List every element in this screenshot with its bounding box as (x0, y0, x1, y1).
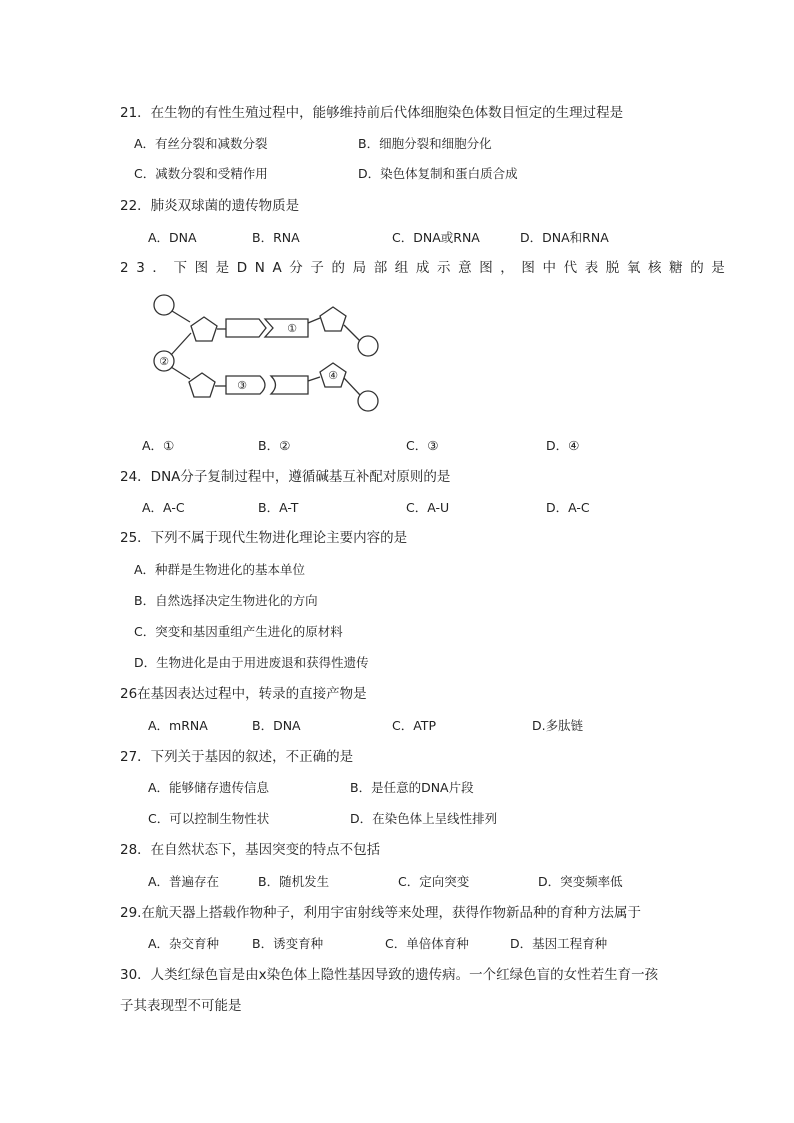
q21-option-a: A．有丝分裂和减数分裂 (134, 136, 268, 151)
q27-option-a: A．能够储存遗传信息 (148, 780, 270, 795)
q26-option-a: A．mRNA (148, 718, 208, 733)
q22-option-b: B．RNA (252, 230, 300, 245)
dna-diagram (140, 285, 390, 415)
q21-option-d: D．染色体复制和蛋白质合成 (358, 166, 518, 181)
q30-stem-line1: 30．人类红绿色盲是由x染色体上隐性基因导致的遗传病。一个红绿色盲的女性若生育一孩 (120, 967, 659, 983)
base-bottom-right (271, 376, 308, 394)
q25-option-c: C．突变和基因重组产生进化的原材料 (134, 624, 343, 639)
q23-option-c: C．③ (406, 438, 439, 453)
q21-option-c: C．减数分裂和受精作用 (134, 166, 268, 181)
label-4: ④ (328, 369, 338, 382)
q21-option-b: B．细胞分裂和细胞分化 (358, 136, 492, 151)
q26-stem: 26在基因表达过程中，转录的直接产物是 (120, 686, 367, 702)
q28-stem: 28．在自然状态下，基因突变的特点不包括 (120, 842, 381, 858)
base-top-left (226, 319, 266, 337)
label-1: ① (287, 322, 297, 335)
q30-stem-line2: 子其表现型不可能是 (120, 998, 242, 1014)
q23-option-d: D．④ (546, 438, 580, 453)
label-3: ③ (237, 379, 247, 392)
pentagon-bottom-left (189, 373, 215, 397)
pentagon-top-right (320, 307, 346, 331)
phosphate-circle-right-middle (358, 336, 378, 356)
q22-option-d: D．DNA和RNA (520, 230, 609, 245)
q24-option-a: A．A-C (142, 500, 185, 515)
q24-stem: 24．DNA分子复制过程中，遵循碱基互补配对原则的是 (120, 469, 451, 485)
q28-option-b: B．随机发生 (258, 874, 330, 889)
label-2: ② (159, 355, 169, 368)
q29-option-a: A．杂交育种 (148, 936, 220, 951)
q23-stem: 23．下图是DNA分子的局部组成示意图，图中代表脱氧核糖的是 (120, 260, 733, 276)
q24-option-d: D．A-C (546, 500, 590, 515)
pentagon-top-left (191, 317, 217, 341)
phosphate-circle-top-left (154, 295, 174, 315)
q24-option-c: C．A-U (406, 500, 450, 515)
q22-stem: 22．肺炎双球菌的遗传物质是 (120, 198, 300, 214)
q25-option-b: B．自然选择决定生物进化的方向 (134, 593, 318, 608)
q29-option-d: D．基因工程育种 (510, 936, 608, 951)
q26-option-b: B．DNA (252, 718, 301, 733)
q28-option-d: D．突变频率低 (538, 874, 623, 889)
q21-stem: 21．在生物的有性生殖过程中，能够维持前后代体细胞染色体数目恒定的生理过程是 (120, 105, 624, 121)
q25-stem: 25．下列不属于现代生物进化理论主要内容的是 (120, 530, 408, 546)
q27-option-b: B．是任意的DNA片段 (350, 780, 474, 795)
q25-option-d: D．生物进化是由于用进废退和获得性遗传 (134, 655, 369, 670)
q27-option-d: D．在染色体上呈线性排列 (350, 811, 498, 826)
q28-option-c: C．定向突变 (398, 874, 470, 889)
q27-stem: 27．下列关于基因的叙述，不正确的是 (120, 749, 354, 765)
q26-option-d: D.多肽链 (532, 718, 584, 733)
phosphate-circle-bottom-right (358, 391, 378, 411)
q28-option-a: A．普遍存在 (148, 874, 220, 889)
q22-option-a: A．DNA (148, 230, 197, 245)
q24-option-b: B．A-T (258, 500, 299, 515)
q23-option-a: A．① (142, 438, 175, 453)
q23-option-b: B．② (258, 438, 291, 453)
q27-option-c: C．可以控制生物性状 (148, 811, 270, 826)
q29-stem: 29.在航天器上搭载作物种子，利用宇宙射线等来处理，获得作物新品种的育种方法属于 (120, 905, 641, 921)
q26-option-c: C．ATP (392, 718, 436, 733)
q25-option-a: A．种群是生物进化的基本单位 (134, 562, 306, 577)
q29-option-c: C．单倍体育种 (385, 936, 469, 951)
q29-option-b: B．诱变育种 (252, 936, 324, 951)
q22-option-c: C．DNA或RNA (392, 230, 480, 245)
